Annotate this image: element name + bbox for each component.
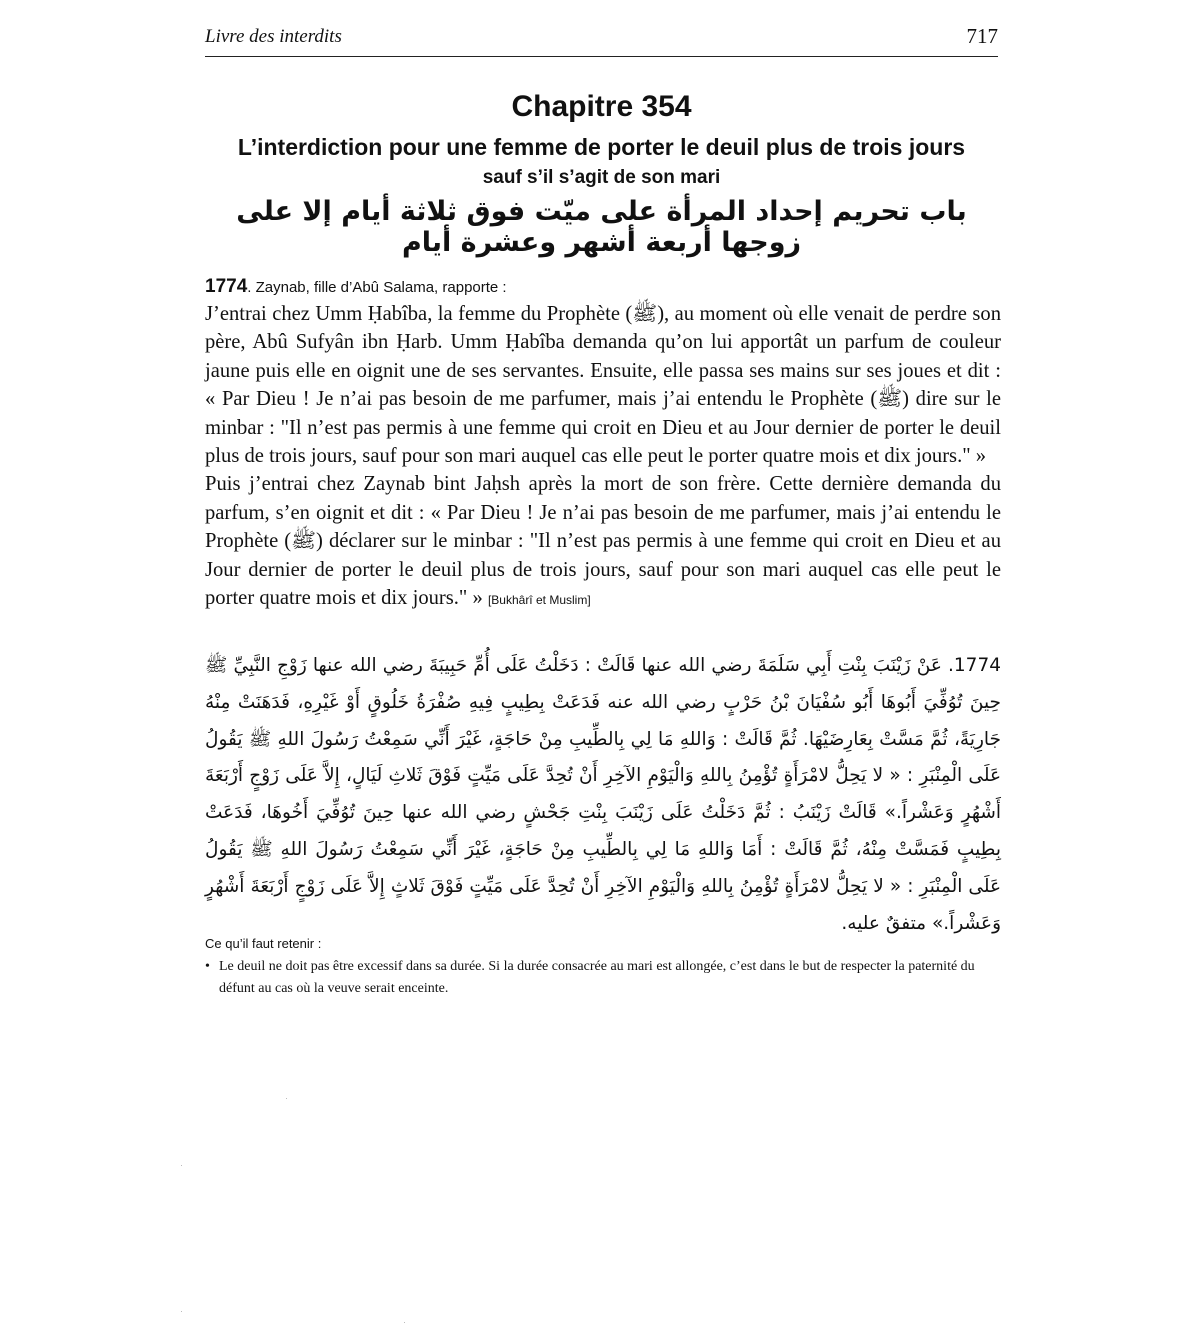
retain-heading: Ce qu’il faut retenir : (205, 936, 322, 951)
chapter-title-line1: L’interdiction pour une femme de porter le deuil plus de trois jours (237, 134, 966, 160)
retain-list-item (205, 956, 998, 1000)
hadith-number: 1774 (205, 276, 248, 297)
retain-text: Le deuil ne doit pas être excessif dans sa durée. Si la durée consacrée au mari est allongée, c’est dans le but de respecter la paternité du défunt au cas où la veuve serait enceinte. (219, 959, 975, 996)
hadith-french-text (205, 300, 1001, 614)
hadith-source: [Bukhârî et Muslim] (487, 593, 591, 608)
scan-speck (286, 1098, 287, 1099)
header-rule (205, 56, 998, 57)
chapter-title-arabic: باب تحريم إحداد المرأة على ميّت فوق ثلاثة أيام إلا على زوجها أربعة أشهر وعشرة أيام (236, 196, 967, 258)
running-head-title: Livre des interdits (205, 26, 342, 47)
page-number: 717 (966, 24, 998, 48)
hadith-paragraph-2 (205, 470, 1001, 614)
chapter-title-line2: sauf s’il s’agit de son mari (482, 167, 721, 188)
running-head (205, 24, 998, 54)
hadith-arabic-text: 1774. عَنْ زَيْنَبَ بِنْتِ أَبِي سَلَمَةَ رضي الله عنها قَالَتْ : دَخَلْتُ عَلَى أُمِّ حَبِيبَةَ رضي الله عنها زَوْجِ النَّبِيِّ ﷺ حِينَ تُوُفِّيَ أَبُوهَا أَبُو سُفْيَانَ بْنُ حَرْبٍ رضي الله عنه فَدَعَتْ بِطِيبٍ فِيهِ صُفْرَةُ خَلُوقٍ أَوْ غَيْرِهِ، فَدَهَنَتْ مِنْهُ جَارِيَةً، ثُمَّ مَسَّتْ بِعَارِضَيْهَا. ثُمَّ قَالَتْ : وَاللهِ مَا لِي بِالطِّيبِ مِنْ حَاجَةٍ، غَيْرَ أَنِّي سَمِعْتُ رَسُولَ اللهِ ﷺ يَقُولُ عَلَى الْمِنْبَرِ : « لا يَحِلُّ لامْرَأَةٍ تُؤْمِنُ بِاللهِ وَالْيَوْمِ الآخِرِ أَنْ تُحِدَّ عَلَى مَيِّتٍ فَوْقَ ثَلاثِ لَيَالٍ، إِلاَّ عَلَى زَوْجٍ أَرْبَعَةَ أَشْهُرٍ وَعَشْراً.» قَالَتْ زَيْنَبُ : ثُمَّ دَخَلْتُ عَلَى زَيْنَبَ بِنْتِ جَحْشٍ رضي الله عنها حِينَ تُوُفِّيَ أَخُوهَا، فَدَعَتْ بِطِيبٍ فَمَسَّتْ مِنْهُ، ثُمَّ قَالَتْ : أَمَا وَاللهِ مَا لِي بِالطِّيبِ مِنْ حَاجَةٍ، غَيْرَ أَنِّي سَمِعْتُ رَسُولَ اللهِ ﷺ يَقُولُ عَلَى الْمِنْبَرِ : « لا يَحِلُّ لامْرَأَةٍ تُؤْمِنُ بِاللهِ وَالْيَوْمِ الآخِرِ أَنْ تُحِدَّ عَلَى مَيِّتٍ فَوْقَ ثَلاثٍ إِلاَّ عَلَى زَوْجٍ أَرْبَعَةَ أَشْهُرٍ وَعَشْراً.» متفقٌ عليه. (205, 655, 1001, 934)
hadith-heading (205, 276, 507, 298)
chapter-number: Chapitre 354 (511, 90, 692, 123)
scan-speck (181, 1311, 182, 1312)
bullet-icon: • (205, 959, 210, 974)
hadith-narrator: . Zaynab, fille d’Abû Salama, rapporte : (247, 279, 507, 296)
hadith-paragraph-2-text: Puis j’entrai chez Zaynab bint Jaḥsh après la mort de son frère. Cette dernière demanda du parfum, s’en oignit et dit : « Par Dieu ! Je n’ai pas besoin de me parfumer, mais j’ai entendu le Prophète (ﷺ) déclarer sur le minbar : "Il n’est pas permis à une femme qui croit en Dieu et au Jour dernier de porter le deuil plus de trois jours, sauf pour son mari auquel cas elle peut le porter quatre mois et dix jours." » (205, 473, 1001, 610)
hadith-paragraph-1: J’entrai chez Umm Ḥabîba, la femme du Prophète (ﷺ), au moment où elle venait de perdre son père, Abû Sufyân ibn Ḥarb. Umm Ḥabîba demanda qu’on lui apportât un parfum de couleur jaune puis elle en oignit une de ses servantes. Ensuite, elle passa ses mains sur ses joues et dit : « Par Dieu ! Je n’ai pas besoin de me parfumer, mais j’ai entendu le Prophète (ﷺ) dire sur le minbar : "Il n’est pas permis à une femme qui croit en Dieu et au Jour dernier de porter le deuil plus de trois jours, sauf pour son mari auquel cas elle peut le porter quatre mois et dix jours." » (205, 303, 1001, 468)
scan-speck (181, 1165, 182, 1166)
scan-speck (404, 1322, 405, 1323)
